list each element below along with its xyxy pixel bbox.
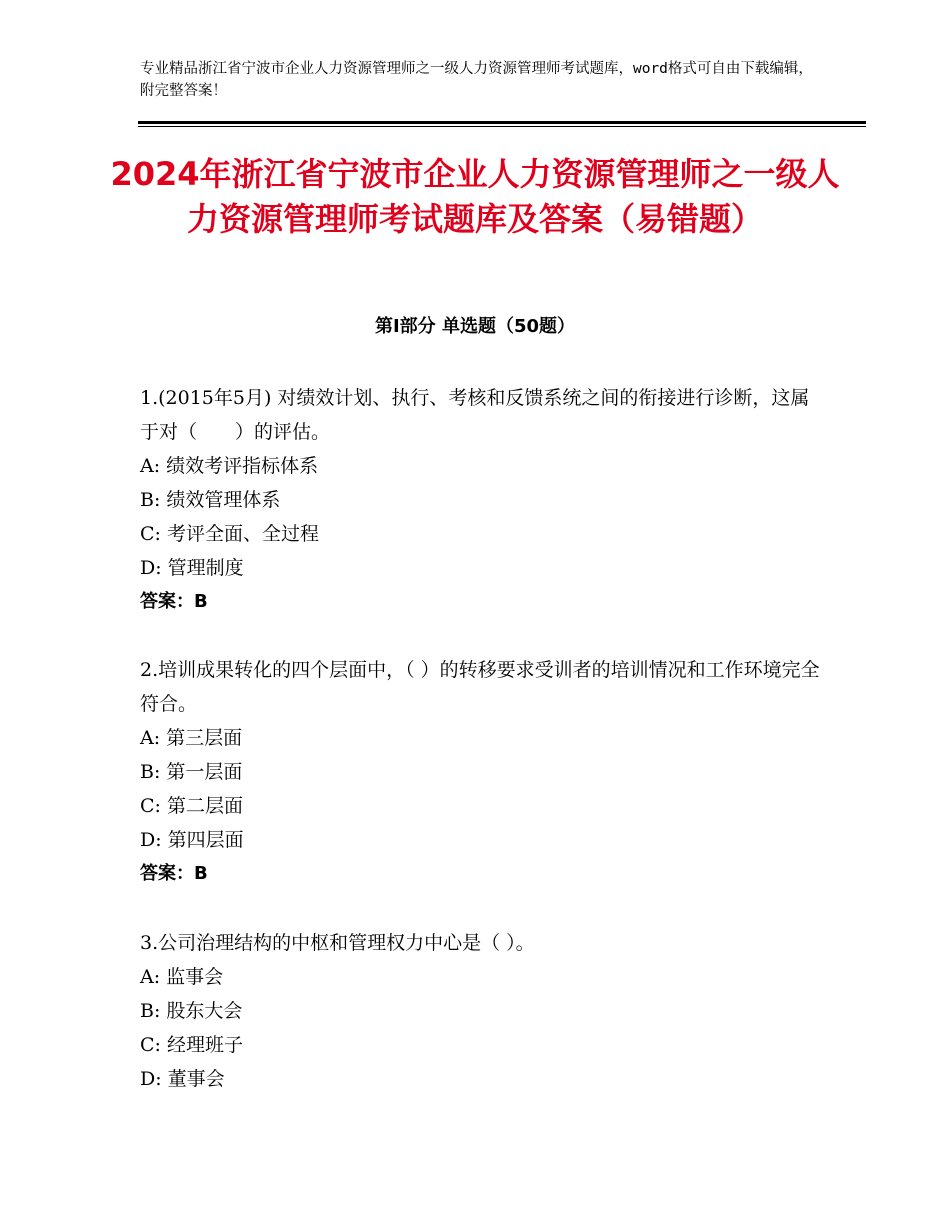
option-c: C: 考评全面、全过程 (140, 523, 319, 545)
question-1 (140, 381, 820, 619)
option-b: B: 绩效管理体系 (140, 489, 281, 511)
answer: 答案：B (140, 591, 208, 612)
question-stem: 1.(2015年5月) 对绩效计划、执行、考核和反馈系统之间的衔接进行诊断，这属于对（ ）的评估。 (140, 387, 810, 443)
option-a: A: 绩效考评指标体系 (140, 455, 319, 477)
header-divider-thick (138, 121, 866, 124)
answer: 答案：B (140, 863, 208, 884)
section-heading: 第Ⅰ部分 单选题（50题） (374, 316, 575, 337)
option-a: A: 监事会 (140, 966, 224, 988)
option-d: D: 第四层面 (140, 829, 244, 851)
question-stem: 3.公司治理结构的中枢和管理权力中心是（ ）。 (140, 932, 535, 954)
document-title: 2024年浙江省宁波市企业人力资源管理师之一级人力资源管理师考试题库及答案（易错题） (110, 155, 840, 238)
option-a: A: 第三层面 (140, 727, 243, 749)
header-note: 专业精品浙江省宁波市企业人力资源管理师之一级人力资源管理师考试题库，word格式可自由下载编辑，附完整答案！ (140, 61, 813, 99)
option-d: D: 董事会 (140, 1068, 225, 1090)
option-b: B: 第一层面 (140, 761, 243, 783)
option-c: C: 第二层面 (140, 795, 243, 817)
option-c: C: 经理班子 (140, 1034, 243, 1056)
question-stem: 2.培训成果转化的四个层面中，（ ）的转移要求受训者的培训情况和工作环境完全 符合。 (140, 659, 820, 715)
question-2 (140, 653, 820, 891)
option-b: B: 股东大会 (140, 1000, 243, 1022)
question-3 (140, 926, 820, 1096)
header-divider-thin (138, 126, 866, 127)
option-d: D: 管理制度 (140, 557, 244, 579)
